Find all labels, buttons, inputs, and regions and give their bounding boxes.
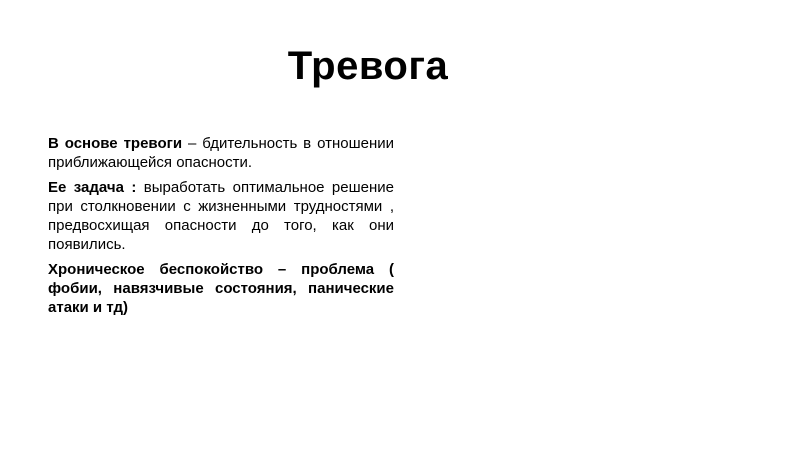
- slide-body: [48, 134, 394, 323]
- slide-title: Тревога: [287, 44, 449, 88]
- paragraph-basis-lead: В основе тревоги: [48, 135, 183, 152]
- paragraph-chronic-lead: Хроническое беспокойство – проблема ( фобии, навязчивые состояния, панические атаки и тд): [48, 261, 394, 316]
- paragraph-basis-text: – бдительность в отношении приближающейся опасности.: [48, 135, 394, 171]
- paragraph-chronic: [48, 260, 394, 317]
- paragraph-task-lead: Ее задача :: [48, 179, 137, 196]
- paragraph-basis: [48, 134, 394, 172]
- paragraph-task: [48, 178, 394, 254]
- paragraph-task-text: выработать оптимальное решение при столкновении с жизненными трудностями , предвосхищая опасности до того, как они появились.: [48, 179, 394, 253]
